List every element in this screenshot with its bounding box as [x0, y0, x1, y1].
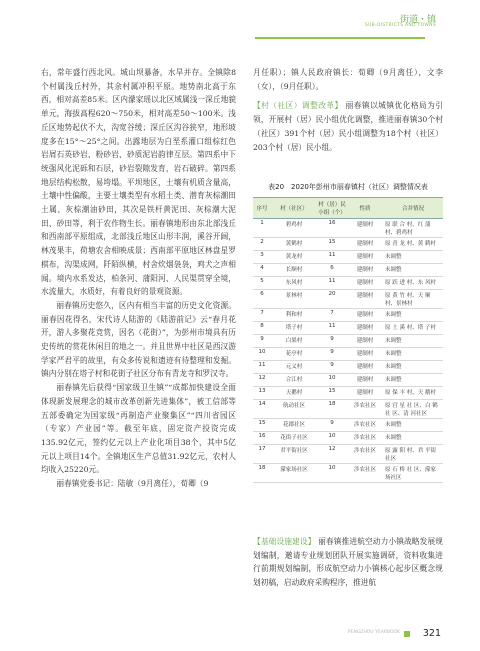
col-header: 合并情况 [383, 198, 443, 219]
section-tag: 【村（社区）调整改革】 [253, 101, 343, 111]
table-cell: 9 [317, 419, 347, 432]
table-cell: 建制村 [347, 387, 383, 400]
table-cell: 建制村 [347, 277, 383, 290]
table-cell: 未调整 [383, 419, 443, 432]
table-cell: 原 青 龙 村、黄 鹤村 [383, 238, 443, 251]
table-cell: 涉农社区 [347, 464, 383, 483]
table-row [253, 277, 443, 290]
table-cell: 东风村 [271, 277, 317, 290]
paragraph-text: 丽春镇推进航空动力小镇战略发展规划编制，邀请专业规划团队开展实施调研，资料收集进行前期规划编制，形成航空动力小镇核心起步区概念规划初稿，启动政府采购程序，推进航 [253, 537, 443, 588]
table-cell: 11 [253, 361, 271, 374]
table-cell: 原 联 合 村、红 蒲 村、碧鸡村 [383, 219, 443, 238]
table-cell: 9 [317, 361, 347, 374]
table-cell: 10 [317, 464, 347, 483]
paragraph: 丽春镇党委书记：陆敏（9月离任），荀卿（9 [56, 479, 209, 489]
table-cell: 10 [317, 432, 347, 445]
table-cell: 原 露 阳 村、君 平街社区 [383, 445, 443, 464]
table-cell: 元义村 [271, 361, 317, 374]
table-row [253, 445, 443, 464]
table-cell: 12 [317, 445, 347, 464]
table-cell: 原 保 丰 村、天 鹅村 [383, 387, 443, 400]
table-cell: 建制村 [347, 251, 383, 264]
table-cell: 君平街社区 [271, 445, 317, 464]
table-cell: 11 [317, 322, 347, 335]
table-cell: 15 [253, 419, 271, 432]
table-cell: 未调整 [383, 309, 443, 322]
table-row [253, 361, 443, 374]
table-row [253, 400, 443, 419]
table-cell: 塔子村 [271, 322, 317, 335]
table-cell: 花亭村 [271, 348, 317, 361]
table-cell: 长顺村 [271, 264, 317, 277]
table-cell: 建制村 [347, 361, 383, 374]
table-cell: 涉农社区 [347, 432, 383, 445]
running-header [0, 0, 480, 40]
table-cell: 2 [253, 238, 271, 251]
table-cell: 建制村 [347, 335, 383, 348]
table-cell: 3 [253, 251, 271, 264]
col-header: 序号 [253, 198, 271, 219]
table-cell: 6 [317, 264, 347, 277]
table-row [253, 335, 443, 348]
table-cell: 建制村 [347, 264, 383, 277]
table-cell: 建制村 [347, 238, 383, 251]
paragraph-text: 丽春镇以城镇优化格局为引领，开展村（居）民小组优化调整，推进丽春镇30个村（社区）391个村（居）民小组调整为18个村（社区）203个村（居）民小组。 [253, 101, 443, 152]
paragraph [253, 535, 443, 590]
table-cell: 10 [253, 348, 271, 361]
paragraph: 右，常年盛行西北风。城山坝暴备，水旱并存。全镇除8个村属浅丘村外，其余村属冲积平原。地势南北高于东西，相对高差85米。区内濛家瑶以北区域属浅一深丘地貌单元，海拔高程620～750米，相对高差50～100米。浅丘区地势起伏不大，沟宽谷缓；深丘区沟谷狭窄，地形坡度多在15°～25°之间。出露地层为白垩系灌口组棕红色岩屑石英砂岩、粉砂岩、砂质泥岩韵律互层。第四系中下统强风化泥砾和石层，砂岩裂隙发育，岩石破碎。第四系地层结构松散，易垮塌。平坝地区，土壤有机质含量高，土壤中性偏酸，主要土壤类型有水稻土类、潜育灰棕潮田土属、灰棕潮油砂田，其次是铁杆黄泥田、灰棕潮大泥田、砂田等，利于农作物生长。丽春镇地形由东北部浅丘和西南部平原组成，北部浅丘地区山形丰润，溪谷开阔，林茂果丰，荷塘农舍相映成景；西南部平原地区林盘星罗棋布，沟渠成网，阡陌纵横，村舍炊烟袅袅，鸡犬之声相闻。境内水系发达，柏条河、蒲阳河、人民渠贯穿全境，水流量大，水质好，有着良好的景观资源。 [41, 68, 236, 297]
right-column-top [253, 66, 443, 154]
table-row [253, 238, 443, 251]
section-subtitle: SUB-DISTRICTS AND TOWNS [364, 23, 436, 28]
table-cell: 建制村 [347, 290, 383, 309]
paragraph: 月任职）；镇人民政府镇长：荀卿（9月离任），文李（女），（9月任职）。 [253, 68, 443, 91]
table-cell: 17 [253, 445, 271, 464]
table-row [253, 348, 443, 361]
table-cell: 航动社区 [271, 400, 317, 419]
table-cell: 9 [253, 335, 271, 348]
table-row [253, 419, 443, 432]
col-header: 村（居）民小组（个） [317, 198, 347, 219]
table-cell: 未调整 [383, 264, 443, 277]
table-cell: 涉农社区 [347, 400, 383, 419]
table-cell: 建制村 [347, 219, 383, 238]
table-row [253, 322, 443, 335]
table-cell: 涉农社区 [347, 445, 383, 464]
paragraph: 丽春镇历史悠久，区内有相当丰富的历史文化资源。丽春因花得名，宋代诗人陆游的《陆游前记》云“春月花开，游人多聚花竞赏，因名（花街）”，为彭州市境具有历史传统的赏花休闲目的地之一。并且世界中社区是西汉游学家严君平的故里，有众多传说和遗迹有待整理和发掘。镇内分别在塔子村和花街子社区分布有青龙寺和罗汉寺。 [41, 300, 236, 379]
table-cell: 9 [317, 348, 347, 361]
table-cell: 濛家场社区 [271, 464, 317, 483]
table-row [253, 264, 443, 277]
table-cell: 7 [253, 309, 271, 322]
table-cell: 花街子社区 [271, 432, 317, 445]
table-cell: 未调整 [383, 374, 443, 387]
table-row [253, 464, 443, 483]
section-tag: 【基础设施建设】 [253, 537, 316, 546]
footer-square-icon [404, 631, 410, 637]
section-title: 街道・镇 [399, 15, 436, 25]
table-row [253, 387, 443, 400]
table-cell: 15 [317, 238, 347, 251]
table-row [253, 374, 443, 387]
table-cell: 花郡社区 [271, 419, 317, 432]
table-cell: 黄龙村 [271, 251, 317, 264]
table-cell: 9 [317, 335, 347, 348]
table-cell: 原 跃 进 村、东 风村 [383, 277, 443, 290]
left-column [41, 66, 236, 491]
table-row [253, 251, 443, 264]
table-cell: 10 [317, 374, 347, 387]
table-cell: 碧鸡村 [271, 219, 317, 238]
table-cell: 建制村 [347, 309, 383, 322]
table-cell: 6 [253, 290, 271, 309]
table-cell: 未调整 [383, 335, 443, 348]
table-cell: 天鹅村 [271, 387, 317, 400]
table-cell: 建制村 [347, 374, 383, 387]
table-cell: 14 [253, 400, 271, 419]
table-cell: 未调整 [383, 251, 443, 264]
table-cell: 原 黄 竹 村、天 顺村、景林村 [383, 290, 443, 309]
table-header-row [253, 198, 443, 219]
right-column-bottom [253, 535, 443, 590]
table-cell: 11 [317, 251, 347, 264]
table-cell: 1 [253, 219, 271, 238]
paragraph: 丽春镇先后获得“国家级卫生镇”“成都加快建设全面体现新发展理念的城市改革创新先进集体”，被工信部等五部委确定为国家级“再制造产业聚集区”“四川省园区（专家）产业园”等。截至年底，固定资产投资完成135.92亿元，签约亿元以上产业化项目38个，其中5亿元以上项目14个。全镇地区生产总值31.92亿元，农村人均收入25220元。 [41, 383, 236, 475]
footer-brand: PENGZHOU YEARBOOK [348, 630, 400, 635]
table-row [253, 432, 443, 445]
page-footer [300, 630, 460, 644]
table-cell: 未调整 [383, 361, 443, 374]
table-cell: 13 [253, 387, 271, 400]
table-cell: 18 [317, 400, 347, 419]
table-cell: 原 土 溪 村、塔 子村 [383, 322, 443, 335]
adjustment-table [253, 197, 443, 483]
table-cell: 5 [253, 277, 271, 290]
table-cell: 合江村 [271, 374, 317, 387]
table-cell: 7 [317, 309, 347, 322]
table-cell: 18 [253, 464, 271, 483]
table-cell: 未调整 [383, 348, 443, 361]
table-cell: 利和村 [271, 309, 317, 322]
table-cell: 20 [317, 290, 347, 309]
table-row [253, 219, 443, 238]
table-cell: 建制村 [347, 322, 383, 335]
table-cell: 白果村 [271, 335, 317, 348]
table-row [253, 290, 443, 309]
table-cell: 未调整 [383, 432, 443, 445]
table-cell: 原 石 桥 社 区、濛家场社区 [383, 464, 443, 483]
table-title: 表20 2020年彭州市丽春镇村（社区）调整情况表 [268, 183, 428, 191]
table-cell: 4 [253, 264, 271, 277]
table-cell: 12 [253, 374, 271, 387]
table-row [253, 309, 443, 322]
table-cell: 16 [253, 432, 271, 445]
col-header: 村（社区） [271, 198, 317, 219]
table-cell: 11 [317, 277, 347, 290]
col-header: 性质 [347, 198, 383, 219]
header-rule [255, 37, 425, 39]
page-number: 321 [422, 628, 441, 639]
table-body [253, 219, 443, 483]
table-cell: 16 [317, 219, 347, 238]
table-cell: 景林村 [271, 290, 317, 309]
table-cell: 涉农社区 [347, 419, 383, 432]
table-cell: 黄鹤村 [271, 238, 317, 251]
table-cell: 15 [317, 387, 347, 400]
table-cell: 原 宫 星 社 区、白 鹤 社 区、清 河社区 [383, 400, 443, 419]
table-cell: 8 [253, 322, 271, 335]
table-cell: 建制村 [347, 348, 383, 361]
paragraph [253, 99, 443, 154]
